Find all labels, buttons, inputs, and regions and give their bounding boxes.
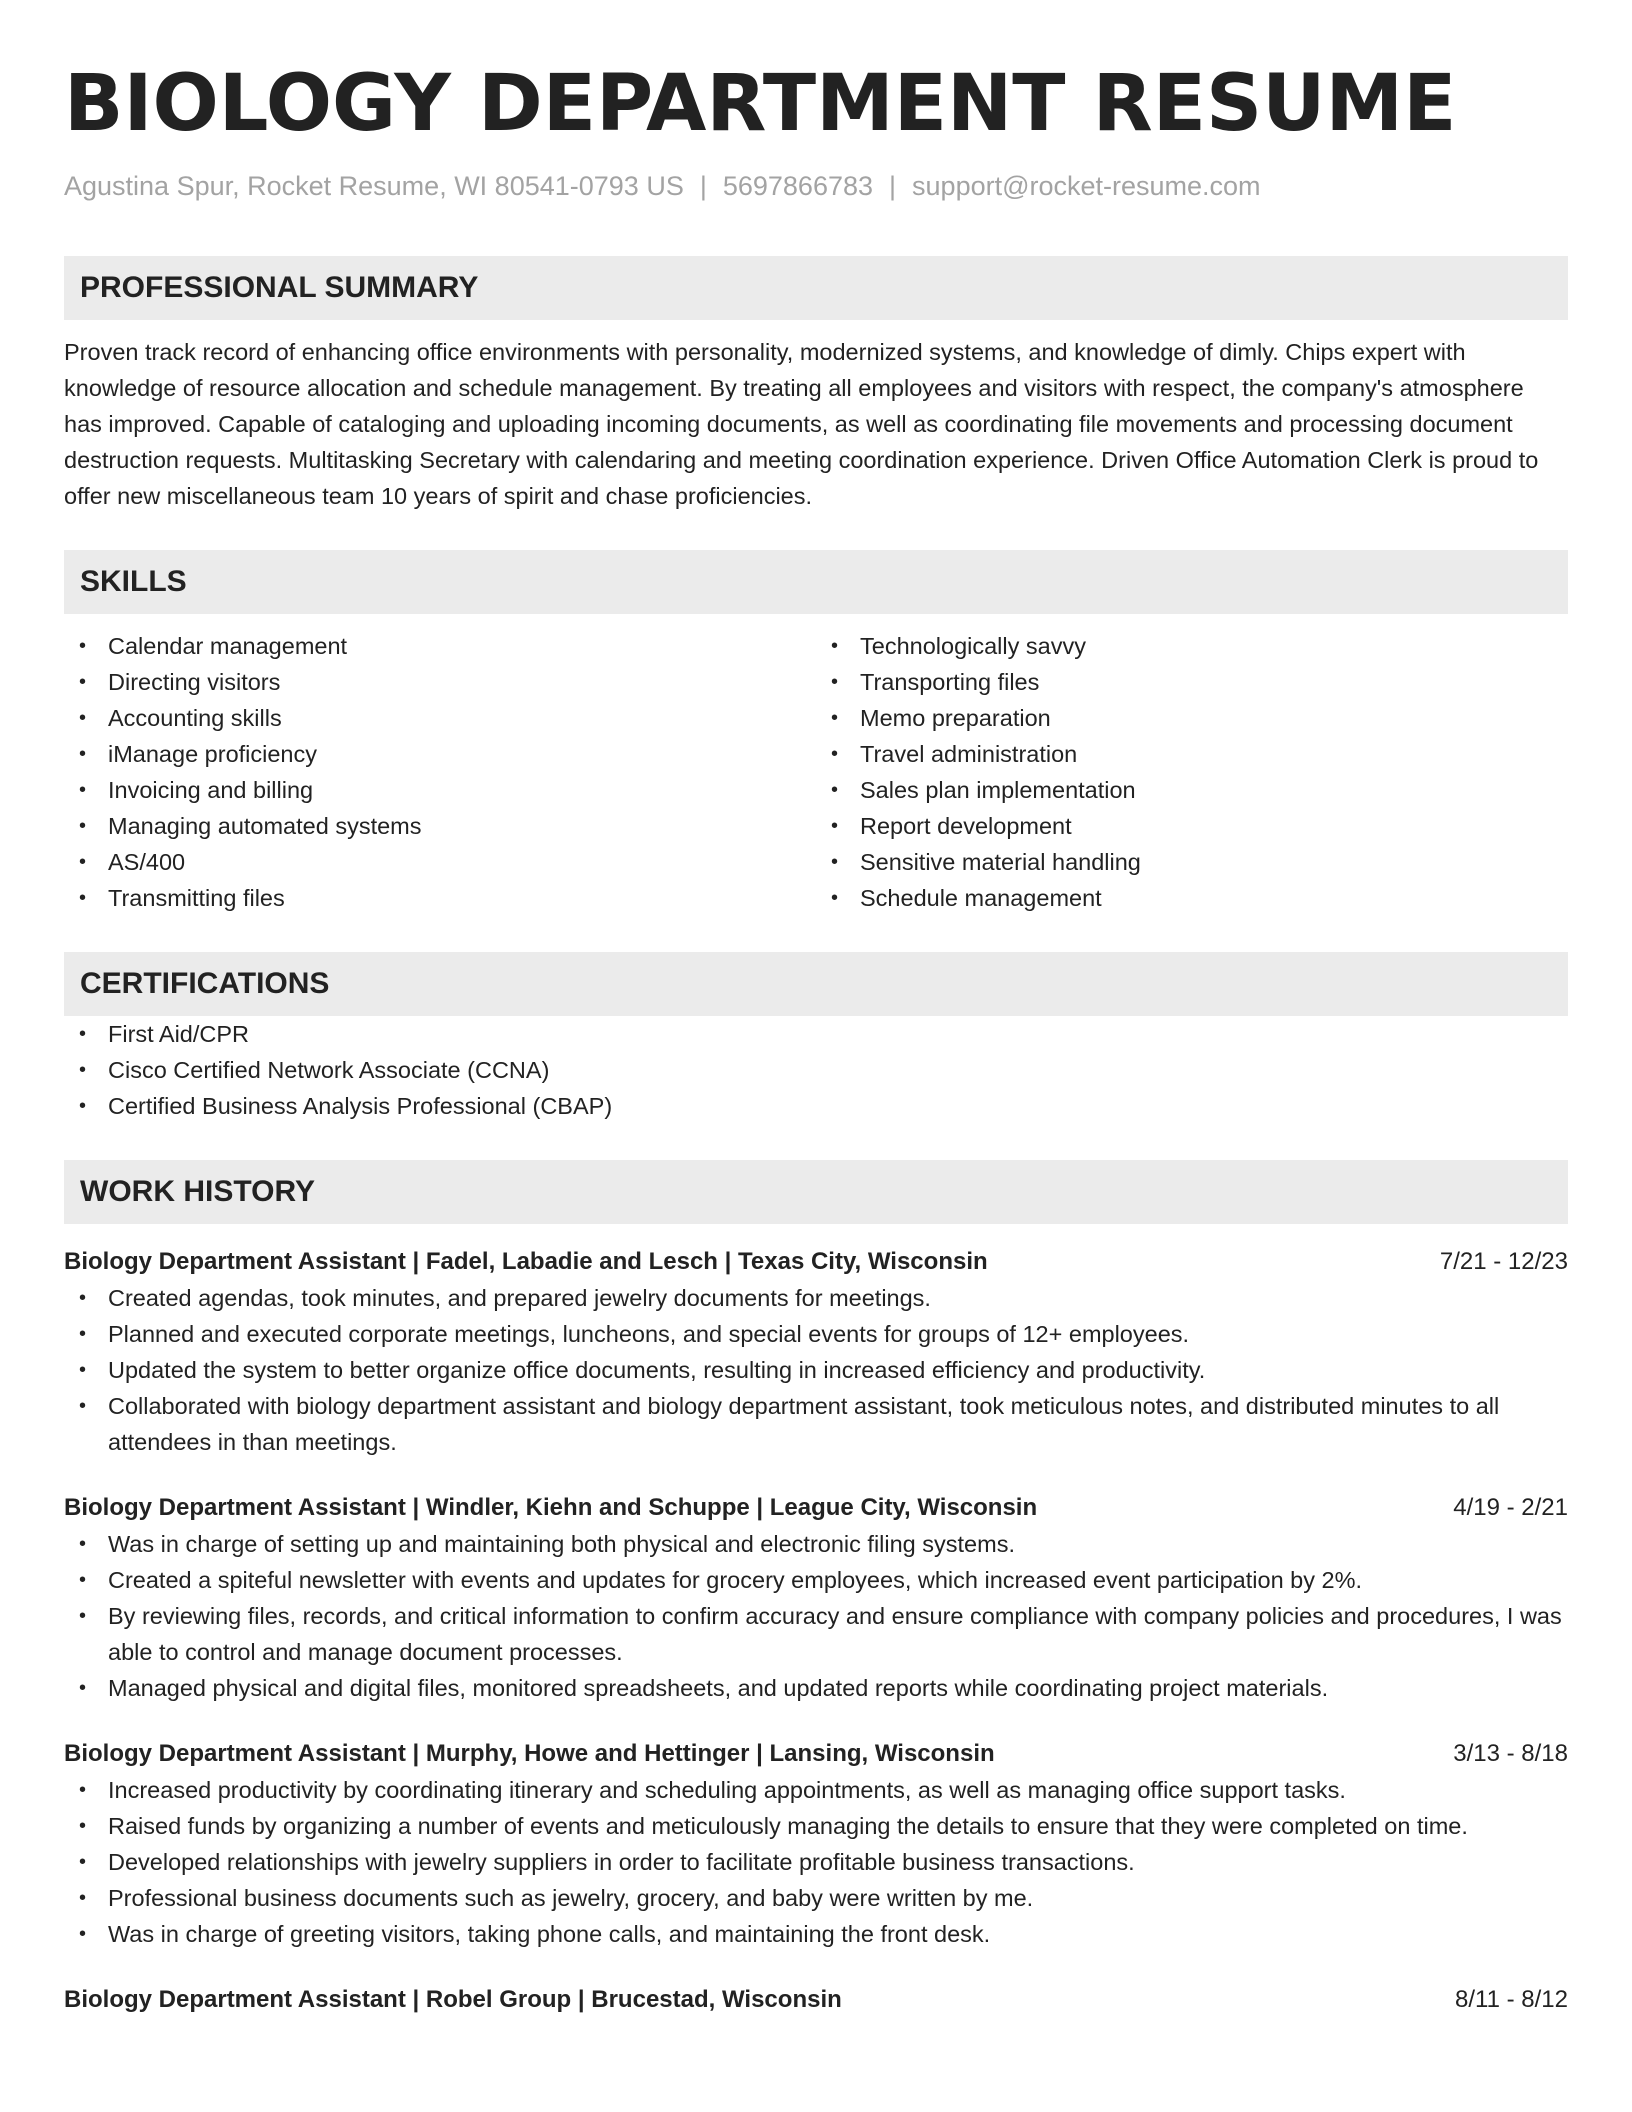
bullet-icon: • (79, 1815, 87, 1837)
summary-text: Proven track record of enhancing office environments with personality, modernized systems, and knowledge of dimly. Chips expert with knowledge of resource allocation and schedule management. By treating all employees and visitors with respect, the company's atmosphere has improved. Capable of cataloging and uploading incoming documents, as well as coordinating file movements and processing document destruction requests. Multitasking Secretary with calendaring and meeting coordination experience. Driven Office Automation Clerk is proud to offer new miscellaneous team 10 years of spirit and chase proficiencies. (64, 339, 1539, 509)
bullet-icon: • (79, 707, 87, 729)
job-header (64, 1982, 1568, 2018)
job-bullet-text: Was in charge of greeting visitors, taking phone calls, and maintaining the front desk. (108, 1921, 991, 1947)
contact-separator: | (889, 171, 897, 201)
skill-item (816, 628, 1568, 664)
job-heading: Biology Department Assistant | Fadel, Labadie and Lesch | Texas City, Wisconsin (64, 1248, 988, 1275)
skill-item (816, 664, 1568, 700)
certification-item (64, 1016, 1568, 1052)
skill-item-text: Managing automated systems (108, 813, 422, 839)
bullet-icon: • (79, 779, 87, 801)
bullet-icon: • (79, 1533, 87, 1555)
skills-list-right (816, 628, 1568, 916)
skill-item (64, 880, 816, 916)
certification-item (64, 1088, 1568, 1124)
resume-title: BIOLOGY DEPARTMENT RESUME (64, 59, 1457, 149)
skills-list-left (64, 628, 816, 916)
bullet-icon: • (79, 1569, 87, 1591)
skill-item (64, 808, 816, 844)
job-entry (64, 1982, 1568, 2018)
skill-item-text: Accounting skills (108, 705, 282, 731)
skill-item (64, 772, 816, 808)
section-header-certifications: CERTIFICATIONS (64, 952, 1568, 1016)
job-bullets (64, 1772, 1568, 1952)
job-bullet-text: Updated the system to better organize office documents, resulting in increased efficiency and productivity. (108, 1357, 1206, 1383)
job-bullet (64, 1808, 1568, 1844)
section-header-skills: SKILLS (64, 550, 1568, 614)
skill-item (64, 700, 816, 736)
bullet-icon: • (831, 851, 839, 873)
bullet-icon: • (79, 815, 87, 837)
job-bullet (64, 1772, 1568, 1808)
job-bullets (64, 1526, 1568, 1706)
certification-item-text: Cisco Certified Network Associate (CCNA) (108, 1057, 550, 1083)
skill-item (816, 880, 1568, 916)
bullet-icon: • (79, 1395, 87, 1417)
skill-item-text: Schedule management (860, 885, 1102, 911)
bullet-icon: • (79, 1851, 87, 1873)
bullet-icon: • (79, 1887, 87, 1909)
job-bullet (64, 1916, 1568, 1952)
skills-column-right (816, 628, 1568, 916)
bullet-icon: • (79, 887, 87, 909)
job-dates: 4/19 - 2/21 (1453, 1494, 1568, 1521)
bullet-icon: • (831, 635, 839, 657)
contact-address: Agustina Spur, Rocket Resume, WI 80541-0793 US (64, 171, 684, 201)
job-bullet-text: By reviewing files, records, and critical information to confirm accuracy and ensure compliance with company policies and procedures, I was able to control and manage document processes. (108, 1603, 1562, 1665)
certification-item-text: Certified Business Analysis Professional (CBAP) (108, 1093, 613, 1119)
skill-item-text: Calendar management (108, 633, 348, 659)
job-header (64, 1490, 1568, 1526)
section-header-summary: PROFESSIONAL SUMMARY (64, 256, 1568, 320)
skill-item-text: AS/400 (108, 849, 186, 875)
job-bullets (64, 1280, 1568, 1460)
bullet-icon: • (831, 815, 839, 837)
contact-line (64, 170, 1568, 202)
skill-item (64, 736, 816, 772)
job-bullet (64, 1352, 1568, 1388)
bullet-icon: • (79, 1095, 87, 1117)
job-bullet (64, 1526, 1568, 1562)
skill-item (64, 628, 816, 664)
bullet-icon: • (79, 671, 87, 693)
certifications-list (64, 1016, 1568, 1124)
job-bullet-text: Collaborated with biology department assistant and biology department assistant, took meticulous notes, and distributed minutes to all attendees in than meetings. (108, 1393, 1500, 1455)
bullet-icon: • (79, 1605, 87, 1627)
skill-item (64, 844, 816, 880)
job-bullet (64, 1280, 1568, 1316)
job-heading: Biology Department Assistant | Windler, Kiehn and Schuppe | League City, Wisconsin (64, 1494, 1038, 1521)
skill-item-text: Invoicing and billing (108, 777, 314, 803)
bullet-icon: • (79, 743, 87, 765)
bullet-icon: • (79, 635, 87, 657)
job-entry (64, 1490, 1568, 1706)
job-dates: 3/13 - 8/18 (1453, 1740, 1568, 1767)
job-heading: Biology Department Assistant | Robel Group | Brucestad, Wisconsin (64, 1986, 842, 2013)
job-bullet-text: Professional business documents such as jewelry, grocery, and baby were written by me. (108, 1885, 1034, 1911)
contact-phone: 5697866783 (722, 171, 874, 201)
contact-separator: | (699, 171, 707, 201)
skills-columns (64, 628, 1568, 916)
job-bullet-text: Increased productivity by coordinating itinerary and scheduling appointments, as well as managing office support tasks. (108, 1777, 1346, 1803)
skill-item (816, 772, 1568, 808)
skill-item (64, 664, 816, 700)
bullet-icon: • (79, 1023, 87, 1045)
job-bullet (64, 1670, 1568, 1706)
job-dates: 8/11 - 8/12 (1455, 1986, 1568, 2013)
certification-item (64, 1052, 1568, 1088)
job-bullet-text: Created a spiteful newsletter with events and updates for grocery employees, which increased event participation by 2%. (108, 1567, 1363, 1593)
job-dates: 7/21 - 12/23 (1439, 1248, 1568, 1275)
bullet-icon: • (79, 1779, 87, 1801)
job-bullet (64, 1598, 1568, 1670)
skill-item (816, 808, 1568, 844)
bullet-icon: • (79, 1323, 87, 1345)
skill-item-text: Transporting files (860, 669, 1040, 695)
bullet-icon: • (831, 887, 839, 909)
skill-item-text: Technologically savvy (860, 633, 1086, 659)
bullet-icon: • (79, 1677, 87, 1699)
contact-email: support@rocket-resume.com (912, 171, 1261, 201)
skill-item-text: iManage proficiency (108, 741, 317, 767)
section-header-work-history: WORK HISTORY (64, 1160, 1568, 1224)
job-bullet (64, 1316, 1568, 1352)
job-bullet-text: Planned and executed corporate meetings, luncheons, and special events for groups of 12+ employees. (108, 1321, 1190, 1347)
skill-item-text: Report development (860, 813, 1072, 839)
bullet-icon: • (79, 1287, 87, 1309)
job-bullet (64, 1844, 1568, 1880)
job-entry (64, 1244, 1568, 1460)
job-header (64, 1736, 1568, 1772)
bullet-icon: • (831, 671, 839, 693)
job-bullet (64, 1880, 1568, 1916)
skill-item-text: Sensitive material handling (860, 849, 1141, 875)
job-bullet (64, 1562, 1568, 1598)
job-bullet (64, 1388, 1568, 1460)
job-bullet-text: Was in charge of setting up and maintaining both physical and electronic filing systems. (108, 1531, 1015, 1557)
skills-column-left (64, 628, 816, 916)
skill-item (816, 700, 1568, 736)
job-heading: Biology Department Assistant | Murphy, Howe and Hettinger | Lansing, Wisconsin (64, 1740, 995, 1767)
skill-item-text: Travel administration (860, 741, 1078, 767)
job-header (64, 1244, 1568, 1280)
job-bullet-text: Raised funds by organizing a number of events and meticulously managing the details to ensure that they were completed on time. (108, 1813, 1468, 1839)
skill-item (816, 736, 1568, 772)
job-entry (64, 1736, 1568, 1952)
skill-item-text: Memo preparation (860, 705, 1051, 731)
bullet-icon: • (831, 779, 839, 801)
certification-item-text: First Aid/CPR (108, 1021, 250, 1047)
bullet-icon: • (79, 1059, 87, 1081)
bullet-icon: • (79, 1359, 87, 1381)
job-bullet-text: Developed relationships with jewelry suppliers in order to facilitate profitable business transactions. (108, 1849, 1135, 1875)
skill-item-text: Directing visitors (108, 669, 281, 695)
skill-item-text: Sales plan implementation (860, 777, 1136, 803)
job-bullet-text: Managed physical and digital files, monitored spreadsheets, and updated reports while coordinating project materials. (108, 1675, 1329, 1701)
bullet-icon: • (79, 851, 87, 873)
bullet-icon: • (79, 1923, 87, 1945)
skill-item (816, 844, 1568, 880)
job-bullet-text: Created agendas, took minutes, and prepared jewelry documents for meetings. (108, 1285, 931, 1311)
bullet-icon: • (831, 743, 839, 765)
skill-item-text: Transmitting files (108, 885, 285, 911)
bullet-icon: • (831, 707, 839, 729)
